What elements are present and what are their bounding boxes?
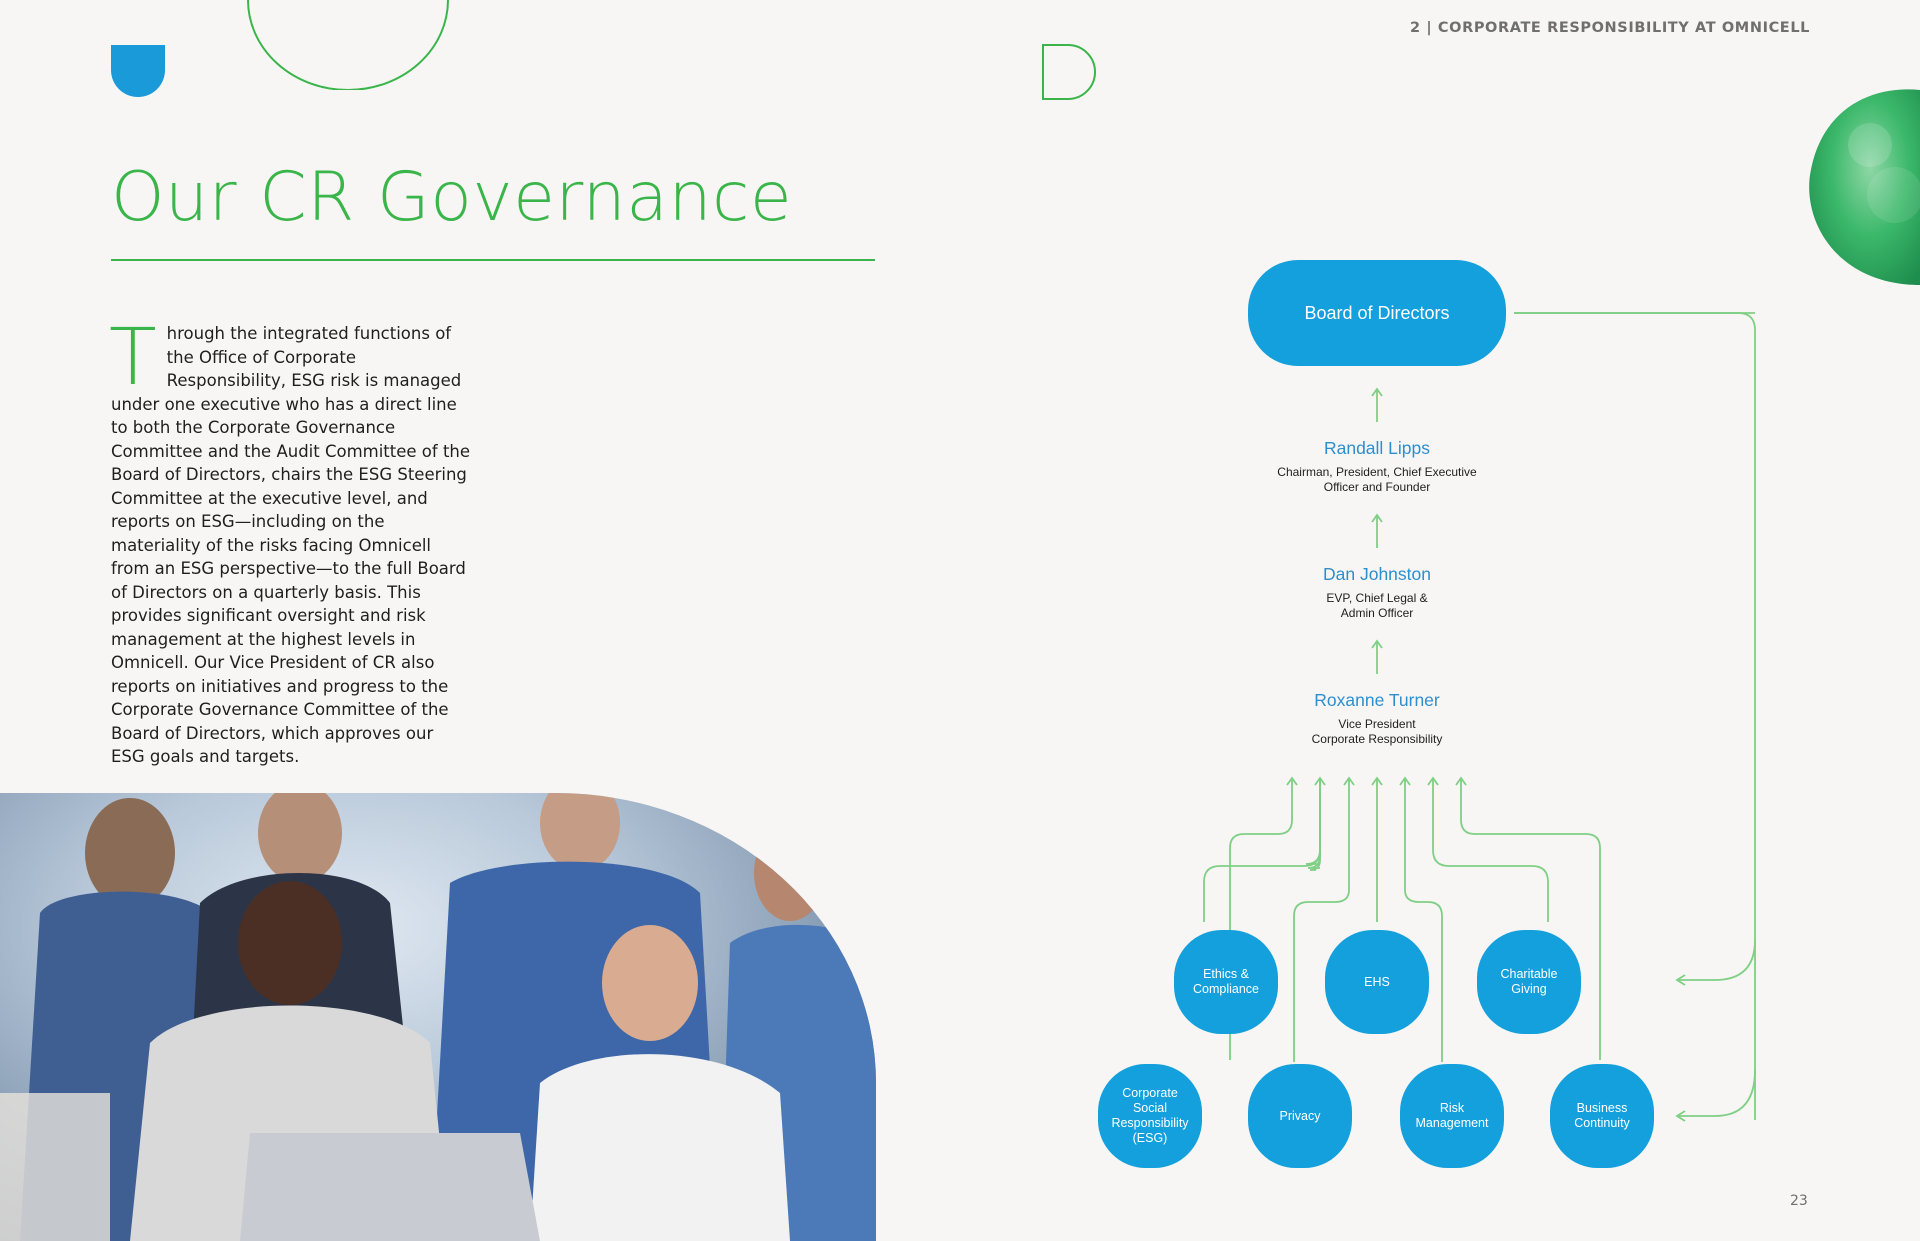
- person-roxanne-turner: [1247, 690, 1507, 747]
- role-line: Corporate Responsibility: [1311, 732, 1443, 746]
- person-name: Randall Lipps: [1323, 438, 1431, 458]
- blue-tab-shape: [111, 45, 165, 97]
- green-bubble-decoration: [1800, 85, 1920, 290]
- person-name: Dan Johnston: [1323, 564, 1431, 584]
- body-text: hrough the integrated functions of the Office of Corporate Responsibility, ESG risk is managed under one executive who has a direct line to both the Corporate Governance Committee and the Audit Committee of the Board of Directors, chairs the ESG Steering Committee at the executive level, and reports on ESG—including on the materiality of the risks facing Omnicell from an ESG perspective—to the full Board of Directors on a quarterly basis. This provides significant oversight and risk management at the highest levels in Omnicell. Our Vice President of CR also reports on initiatives and progress to the Corporate Governance Committee of the Board of Directors, which approves our ESG goals and targets.: [111, 324, 471, 766]
- drop-cap: T: [109, 313, 157, 403]
- person-randall-lipps: [1247, 438, 1507, 495]
- role-line: EVP, Chief Legal &: [1326, 591, 1428, 605]
- business-continuity-node: Business Continuity: [1550, 1064, 1654, 1168]
- person-role: [1247, 717, 1507, 747]
- person-dan-johnston: [1247, 564, 1507, 621]
- charitable-giving-node: Charitable Giving: [1477, 930, 1581, 1034]
- board-of-directors-node: Board of Directors: [1248, 260, 1506, 366]
- page-title: Our CR Governance: [111, 158, 793, 237]
- running-header: 2 | CORPORATE RESPONSIBILITY AT OMNICELL: [1410, 20, 1810, 36]
- ehs-node: EHS: [1325, 930, 1429, 1034]
- role-line: Officer and Founder: [1323, 480, 1431, 494]
- green-d-outline-decoration: [1040, 42, 1100, 102]
- privacy-node: Privacy: [1248, 1064, 1352, 1168]
- risk-management-node: Risk Management: [1400, 1064, 1504, 1168]
- team-photo: [0, 793, 876, 1241]
- page-number: 23: [1790, 1193, 1808, 1209]
- ethics-compliance-node: Ethics & Compliance: [1174, 930, 1278, 1034]
- person-name: Roxanne Turner: [1314, 690, 1440, 710]
- title-divider: [111, 259, 875, 261]
- body-paragraph: [109, 313, 471, 769]
- role-line: Admin Officer: [1340, 606, 1414, 620]
- person-role: [1247, 465, 1507, 495]
- csr-esg-node: Corporate Social Responsibility (ESG): [1098, 1064, 1202, 1168]
- person-role: [1247, 591, 1507, 621]
- role-line: Vice President: [1338, 717, 1416, 731]
- role-line: Chairman, President, Chief Executive: [1277, 465, 1477, 479]
- green-arc-decoration: [240, 0, 460, 90]
